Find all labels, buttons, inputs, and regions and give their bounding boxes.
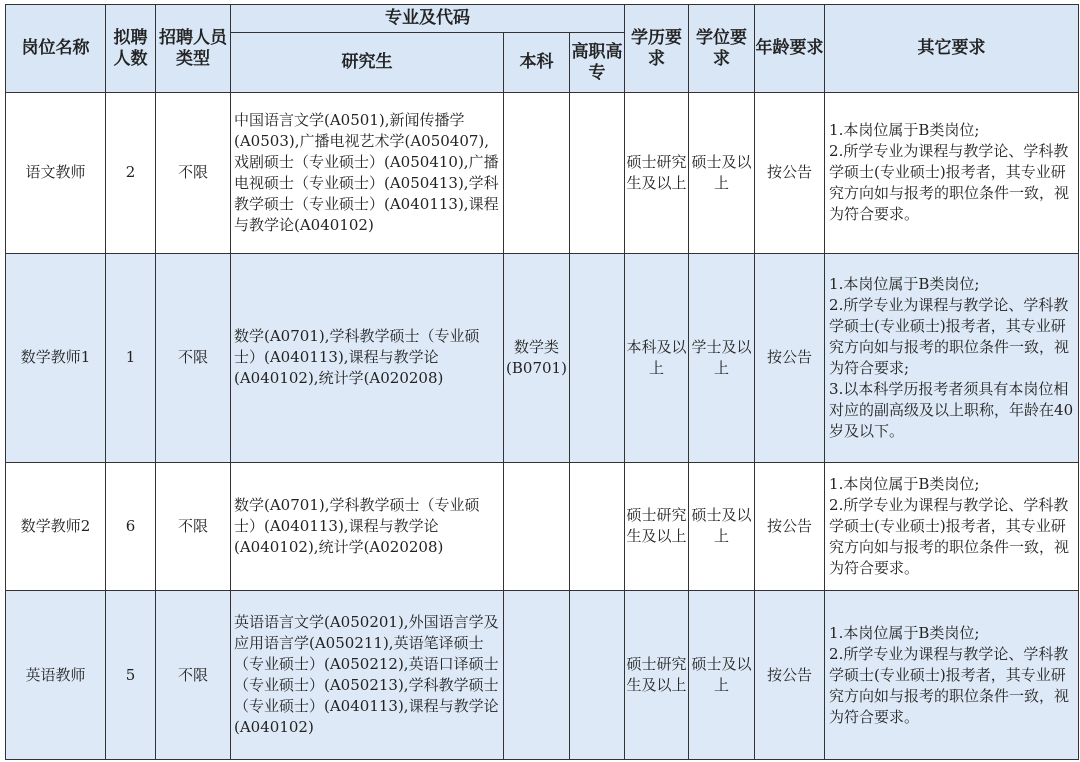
header-graduate: 研究生 bbox=[231, 33, 504, 93]
header-vocational: 高职高专 bbox=[570, 33, 625, 93]
vocational-major-cell bbox=[570, 93, 625, 254]
header-education: 学历要求 bbox=[625, 5, 689, 93]
undergrad-major-cell: 数学类(B0701) bbox=[504, 253, 570, 462]
requirement-line: 1.本岗位属于B类岗位; bbox=[829, 121, 980, 140]
count-cell: 1 bbox=[106, 253, 156, 462]
age-cell: 按公告 bbox=[755, 591, 825, 760]
header-other: 其它要求 bbox=[825, 5, 1079, 93]
post-name-cell: 语文教师 bbox=[6, 93, 106, 254]
requirement-line: 2.所学专业为课程与教学论、学科教学硕士(专业硕士)报考者，其专业研究方向如与报考的职位条件一致，视为符合要求。 bbox=[829, 142, 1070, 224]
type-cell: 不限 bbox=[156, 591, 231, 760]
vocational-major-cell bbox=[570, 253, 625, 462]
vocational-major-cell bbox=[570, 462, 625, 591]
degree-cell: 硕士及以上 bbox=[689, 591, 755, 760]
table-row bbox=[6, 462, 1079, 591]
other-requirements-cell bbox=[825, 591, 1079, 760]
header-post-name: 岗位名称 bbox=[6, 5, 106, 93]
age-cell: 按公告 bbox=[755, 93, 825, 254]
requirement-line: 2.所学专业为课程与教学论、学科教学硕士(专业硕士)报考者，其专业研究方向如与报考的职位条件一致，视为符合要求。 bbox=[829, 644, 1070, 726]
type-cell: 不限 bbox=[156, 253, 231, 462]
header-undergraduate: 本科 bbox=[504, 33, 570, 93]
degree-cell: 学士及以上 bbox=[689, 253, 755, 462]
undergrad-major-cell bbox=[504, 93, 570, 254]
requirement-line: 1.本岗位属于B类岗位; bbox=[829, 474, 980, 493]
degree-cell: 硕士及以上 bbox=[689, 462, 755, 591]
recruitment-table-container bbox=[5, 4, 1078, 760]
post-name-cell: 英语教师 bbox=[6, 591, 106, 760]
age-cell: 按公告 bbox=[755, 462, 825, 591]
header-major-group: 专业及代码 bbox=[231, 5, 625, 33]
other-requirements-cell bbox=[825, 253, 1079, 462]
requirement-line: 1.本岗位属于B类岗位; bbox=[829, 274, 980, 293]
undergrad-major-cell bbox=[504, 462, 570, 591]
age-cell: 按公告 bbox=[755, 253, 825, 462]
post-name-cell: 数学教师2 bbox=[6, 462, 106, 591]
education-cell: 硕士研究生及以上 bbox=[625, 462, 689, 591]
graduate-major-cell: 中国语言文学(A0501),新闻传播学(A0503),广播电视艺术学(A050407),戏剧硕士（专业硕士）(A050410),广播电视硕士（专业硕士）(A050413),学科教学硕士（专业硕士）(A040113),课程与教学论(A040102) bbox=[231, 93, 504, 254]
recruitment-table bbox=[5, 4, 1079, 760]
vocational-major-cell bbox=[570, 591, 625, 760]
requirement-line: 3.以本科学历报考者须具有本岗位相对应的副高级及以上职称，年龄在40岁及以下。 bbox=[829, 379, 1074, 440]
requirement-line: 1.本岗位属于B类岗位; bbox=[829, 623, 980, 642]
requirement-line: 2.所学专业为课程与教学论、学科教学硕士(专业硕士)报考者，其专业研究方向如与报考的职位条件一致，视为符合要求。 bbox=[829, 495, 1070, 577]
graduate-major-cell: 英语语言文学(A050201),外国语言学及应用语言学(A050211),英语笔译硕士（专业硕士）(A050212),英语口译硕士（专业硕士）(A050213),学科教学硕士（专业硕士）(A040113),课程与教学论(A040102) bbox=[231, 591, 504, 760]
undergrad-major-cell bbox=[504, 591, 570, 760]
post-name-cell: 数学教师1 bbox=[6, 253, 106, 462]
table-row bbox=[6, 93, 1079, 254]
header-age: 年龄要求 bbox=[755, 5, 825, 93]
count-cell: 6 bbox=[106, 462, 156, 591]
header-recruit-type: 招聘人员类型 bbox=[156, 5, 231, 93]
type-cell: 不限 bbox=[156, 93, 231, 254]
requirement-line: 2.所学专业为课程与教学论、学科教学硕士(专业硕士)报考者，其专业研究方向如与报考的职位条件一致，视为符合要求; bbox=[829, 295, 1070, 377]
graduate-major-cell: 数学(A0701),学科教学硕士（专业硕士）(A040113),课程与教学论(A040102),统计学(A020208) bbox=[231, 462, 504, 591]
count-cell: 2 bbox=[106, 93, 156, 254]
header-degree: 学位要求 bbox=[689, 5, 755, 93]
count-cell: 5 bbox=[106, 591, 156, 760]
table-row bbox=[6, 591, 1079, 760]
education-cell: 本科及以上 bbox=[625, 253, 689, 462]
type-cell: 不限 bbox=[156, 462, 231, 591]
education-cell: 硕士研究生及以上 bbox=[625, 591, 689, 760]
other-requirements-cell bbox=[825, 462, 1079, 591]
education-cell: 硕士研究生及以上 bbox=[625, 93, 689, 254]
graduate-major-cell: 数学(A0701),学科教学硕士（专业硕士）(A040113),课程与教学论(A040102),统计学(A020208) bbox=[231, 253, 504, 462]
other-requirements-cell bbox=[825, 93, 1079, 254]
header-planned-count: 拟聘人数 bbox=[106, 5, 156, 93]
degree-cell: 硕士及以上 bbox=[689, 93, 755, 254]
table-row bbox=[6, 253, 1079, 462]
